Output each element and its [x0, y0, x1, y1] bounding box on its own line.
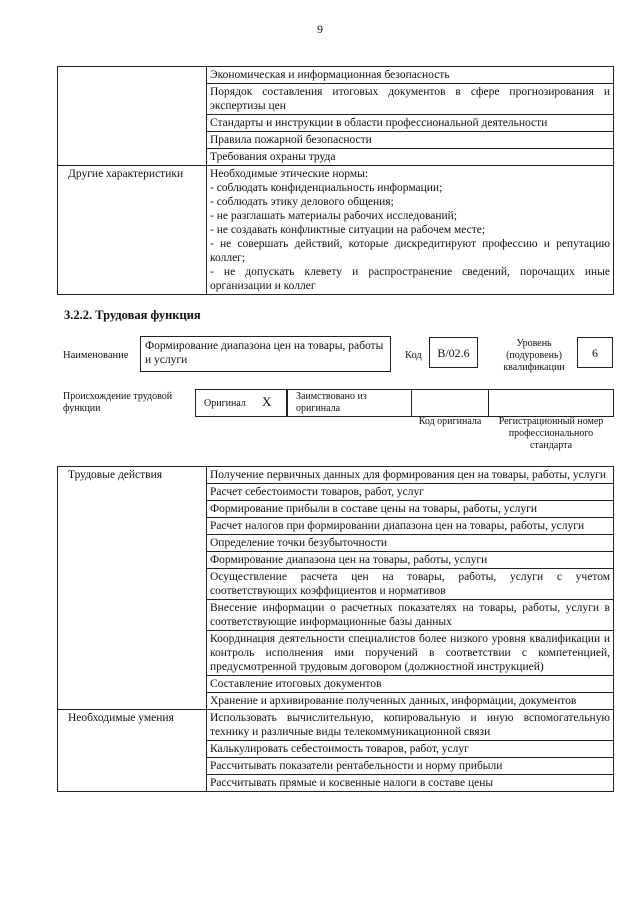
- other-characteristics-label: Другие характеристики: [58, 166, 207, 295]
- level-box: [577, 337, 613, 368]
- table-cell: Получение первичных данных для формирования цен на товары, работы, услуги: [207, 467, 614, 484]
- name-label: Наименование: [63, 350, 129, 361]
- row-label: [58, 67, 207, 166]
- ethics-line: - не совершать действий, которые дискредитируют профессию и репутацию коллег;: [210, 238, 610, 264]
- ethics-line: - не разглашать материалы рабочих исследований;: [210, 210, 458, 222]
- ethics-line: - соблюдать конфиденциальность информации;: [210, 182, 443, 194]
- table-cell: Требования охраны труда: [207, 149, 614, 166]
- ethics-line: - не допускать клевету и распространение сведений, порочащих иные организации и коллег: [210, 266, 610, 292]
- level-value: 6: [592, 346, 598, 360]
- original-label: Оригинал: [204, 398, 246, 409]
- table-cell: [207, 166, 614, 295]
- table-cell: Рассчитывать показатели рентабельности и норму прибыли: [207, 758, 614, 775]
- registration-number-box: [488, 389, 614, 417]
- original-code-box: [411, 389, 489, 417]
- function-name: Формирование диапазона цен на товары, работы и услуги: [145, 340, 384, 366]
- section-title: 3.2.2. Трудовая функция: [64, 308, 201, 322]
- labor-actions-label: Трудовые действия: [58, 467, 207, 710]
- characteristics-table: [57, 66, 614, 295]
- table-cell: Определение точки безубыточности: [207, 535, 614, 552]
- page-number: 9: [317, 22, 323, 36]
- registration-caption: Регистрационный номер профессионального стандарта: [498, 416, 604, 451]
- ethics-line: - соблюдать этику делового общения;: [210, 196, 394, 208]
- table-cell: Формирование диапазона цен на товары, работы, услуги: [207, 552, 614, 569]
- table-cell: Расчет налогов при формировании диапазона цен на товары, работы, услуги: [207, 518, 614, 535]
- table-cell: Хранение и архивирование полученных данных, информации, документов: [207, 693, 614, 710]
- ethics-line: - не создавать конфликтные ситуации на рабочем месте;: [210, 224, 486, 236]
- ethics-line: Необходимые этические нормы:: [210, 168, 369, 180]
- borrowed-box: [287, 389, 412, 417]
- required-skills-label: Необходимые умения: [58, 710, 207, 792]
- table-cell: Порядок составления итоговых документов в сфере прогнозирования и экспертизы цен: [207, 84, 614, 115]
- table-cell: Расчет себестоимости товаров, работ, услуг: [207, 484, 614, 501]
- table-cell: Координация деятельности специалистов более низкого уровня квалификации и контроль исполнения ими поручений в соответствии с компетенцией, предусмотренной трудовым договором (должностной инструкцией): [207, 631, 614, 676]
- labor-actions-table: [57, 466, 614, 792]
- code-label: Код: [405, 350, 422, 361]
- table-cell: Калькулировать себестоимость товаров, работ, услуг: [207, 741, 614, 758]
- table-row: [58, 166, 614, 295]
- code-value: B/02.6: [437, 346, 470, 360]
- table-row: [58, 710, 614, 741]
- level-label: Уровень (подуровень) квалификации: [503, 338, 565, 373]
- code-box: [429, 337, 478, 368]
- table-row: [58, 67, 614, 84]
- table-cell: Экономическая и информационная безопасность: [207, 67, 614, 84]
- code-caption: Код оригинала: [418, 416, 482, 427]
- table-cell: Использовать вычислительную, копировальную и иную вспомогательную технику и различные виды телекоммуникационной связи: [207, 710, 614, 741]
- table-row: [58, 467, 614, 484]
- original-box: [195, 389, 287, 417]
- borrowed-label: Заимствовано из оригинала: [296, 391, 367, 414]
- table-cell: Внесение информации о расчетных показателях на товары, работы, услуги в соответствующие информационные базы данных: [207, 600, 614, 631]
- table-cell: Формирование прибыли в составе цены на товары, работы, услуги: [207, 501, 614, 518]
- original-mark: X: [262, 394, 272, 409]
- name-box: [140, 336, 391, 372]
- table-cell: Правила пожарной безопасности: [207, 132, 614, 149]
- table-cell: Составление итоговых документов: [207, 676, 614, 693]
- origin-label: Происхождение трудовой функции: [63, 391, 173, 414]
- table-cell: Осуществление расчета цен на товары, работы, услуги с учетом соответствующих коэффициентов и нормативов: [207, 569, 614, 600]
- table-cell: Стандарты и инструкции в области профессиональной деятельности: [207, 115, 614, 132]
- table-cell: Рассчитывать прямые и косвенные налоги в составе цены: [207, 775, 614, 792]
